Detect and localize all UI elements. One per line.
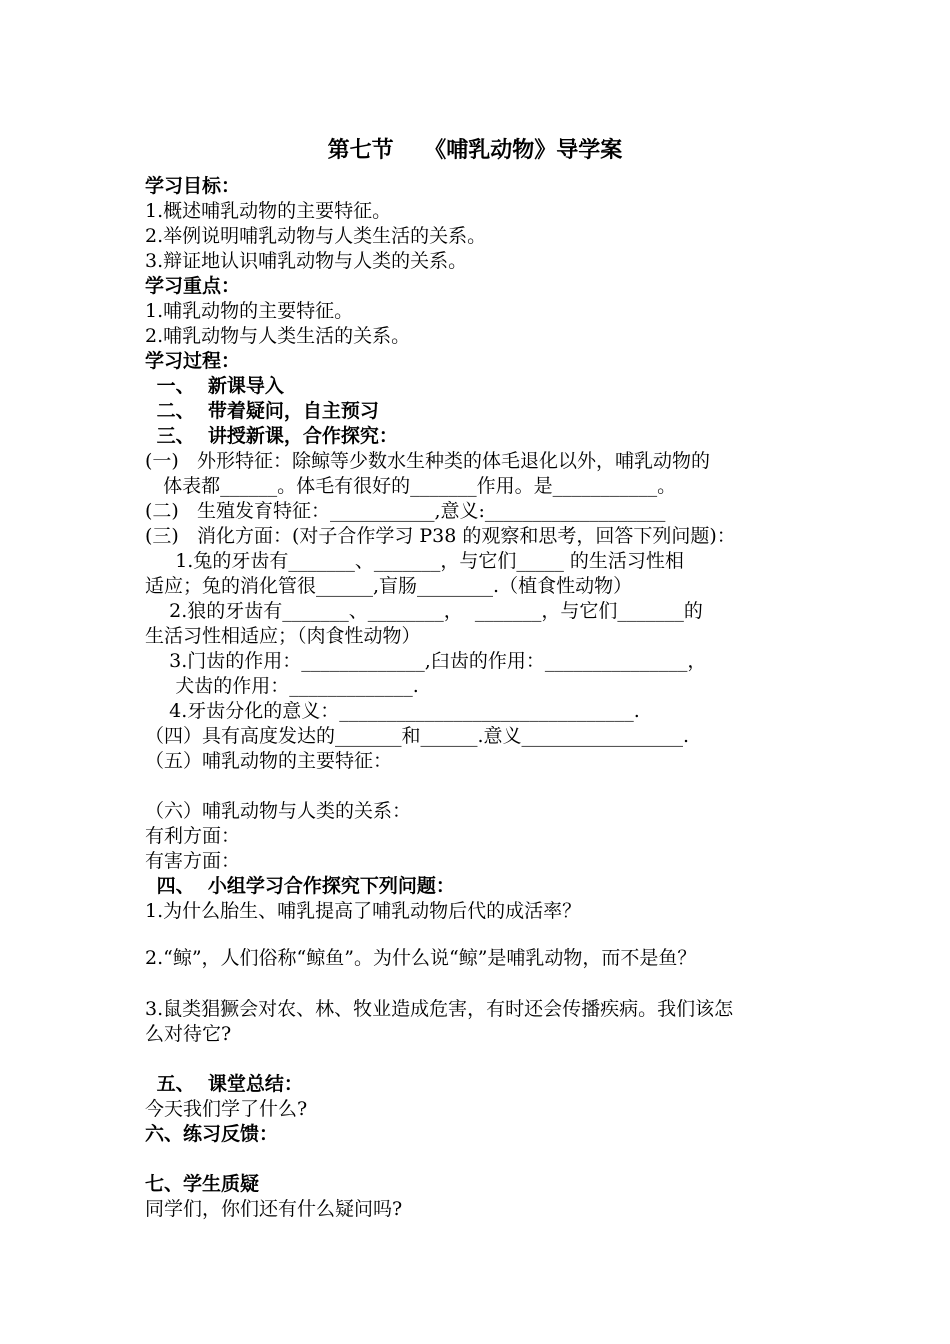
question-2-line-1: 2.狼的牙齿有_______、________， _______，与它们_______的	[145, 600, 703, 622]
key-point-item: 2.哺乳动物与人类生活的关系。	[145, 325, 411, 347]
benefit-label: 有利方面：	[145, 825, 241, 847]
objective-item: 1.概述哺乳动物的主要特征。	[145, 200, 392, 222]
questions-text: 同学们，你们还有什么疑问吗?	[145, 1198, 403, 1220]
process-step-3: 三、 讲授新课，合作探究：	[150, 425, 398, 447]
objective-item: 3.辩证地认识哺乳动物与人类的关系。	[145, 250, 468, 272]
question-1-line-2: 适应；兔的消化管很______,盲肠________.（植食性动物）	[145, 575, 633, 597]
process-step-1: 一、 新课导入	[150, 375, 284, 397]
questions-heading: 七、学生质疑	[145, 1173, 260, 1195]
question-3-line-1: 3.门齿的作用：_____________,臼齿的作用：_______________，	[145, 650, 707, 672]
group-question-3-line-2: 么对待它?	[145, 1023, 232, 1045]
summary-text: 今天我们学了什么?	[145, 1098, 308, 1120]
group-question-2: 2.“鲸”，人们俗称“鲸鱼”。为什么说“鲸”是哺乳动物，而不是鱼？	[145, 947, 697, 969]
key-point-item: 1.哺乳动物的主要特征。	[145, 300, 354, 322]
part-5: （五）哺乳动物的主要特征：	[145, 750, 393, 772]
objective-item: 2.举例说明哺乳动物与人类生活的关系。	[145, 225, 487, 247]
question-3-line-2: 犬齿的作用：_____________.	[145, 675, 419, 697]
key-points-heading: 学习重点：	[145, 275, 241, 297]
question-2-line-2: 生活习性相适应；（肉食性动物）	[145, 625, 421, 647]
process-heading: 学习过程：	[145, 350, 241, 372]
question-4: 4.牙齿分化的意义：_______________________________.	[145, 700, 640, 722]
question-1-line-1: 1.兔的牙齿有_______、_______，与它们_____ 的生活习性相	[145, 550, 684, 572]
document-title: 第七节 《哺乳动物》导学案	[327, 138, 623, 163]
part-2: (二) 生殖发育特征：___________,意义:___________________	[145, 500, 666, 522]
process-step-2: 二、 带着疑问，自主预习	[150, 400, 379, 422]
practice-heading: 六、练习反馈：	[145, 1123, 279, 1145]
group-question-1: 1.为什么胎生、哺乳提高了哺乳动物后代的成活率？	[145, 900, 582, 922]
objectives-heading: 学习目标：	[145, 175, 241, 197]
group-question-3-line-1: 3.鼠类猖獗会对农、林、牧业造成危害，有时还会传播疾病。我们该怎	[145, 998, 734, 1020]
part-1-line-2: 体表都______。体毛有很好的_______作用。是___________。	[145, 475, 677, 497]
group-study-heading: 四、 小组学习合作探究下列问题：	[150, 875, 455, 897]
part-1-line-1: (一) 外形特征：除鲸等少数水生种类的体毛退化以外，哺乳动物的	[145, 450, 710, 472]
harm-label: 有害方面：	[145, 850, 241, 872]
part-6: （六）哺乳动物与人类的关系：	[145, 800, 412, 822]
part-4: （四）具有高度发达的_______和______.意义_________________.	[145, 725, 690, 747]
part-3: (三) 消化方面：(对子合作学习 P38 的观察和思考，回答下列问题)：	[145, 525, 736, 547]
summary-heading: 五、 课堂总结：	[150, 1073, 303, 1095]
